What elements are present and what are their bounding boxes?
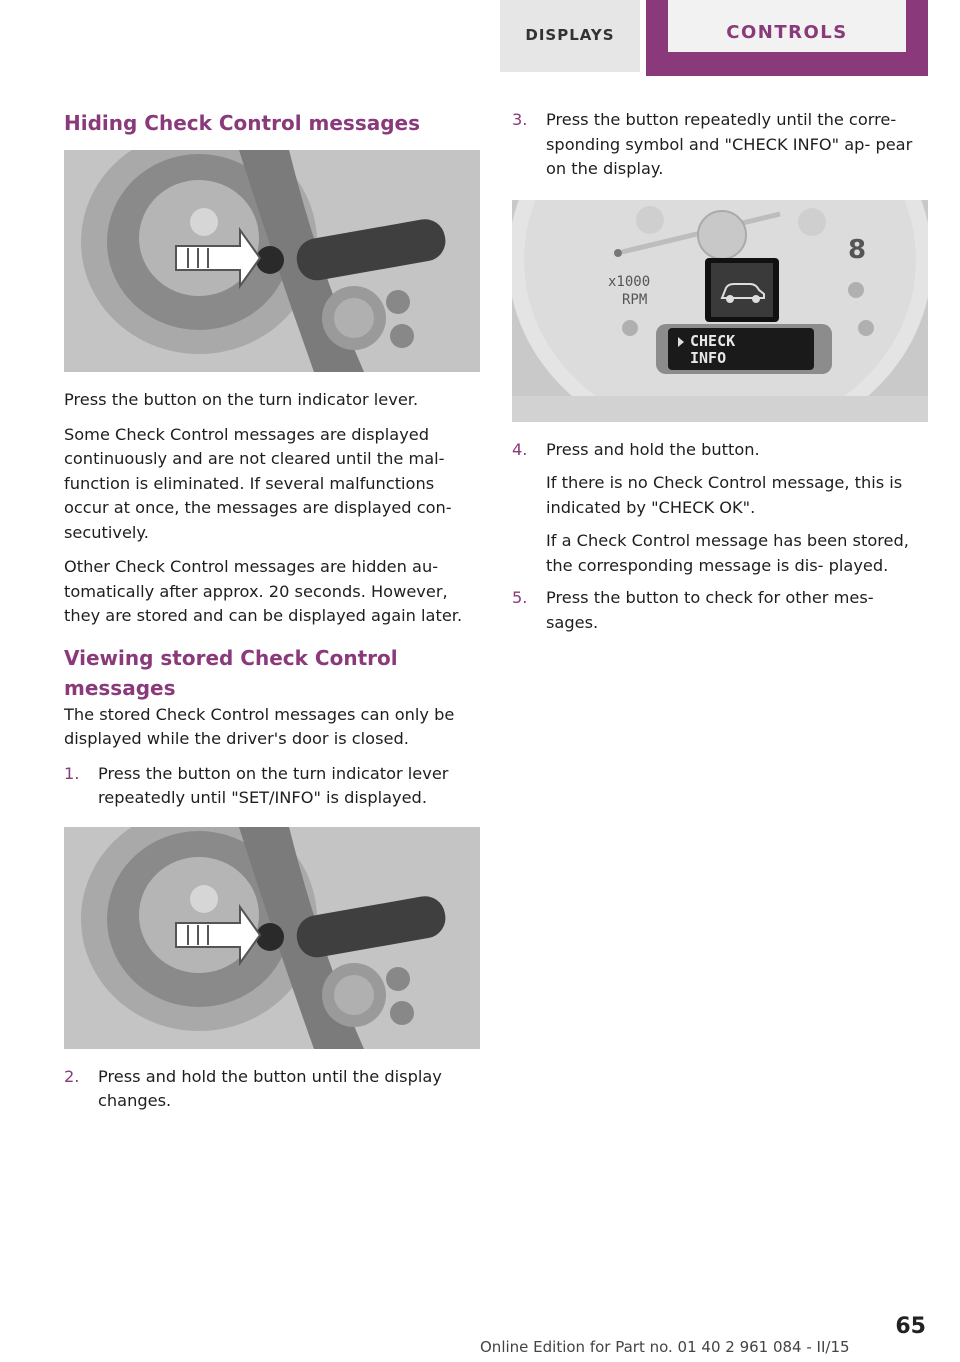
gauge-rpm-label: x1000 (608, 273, 651, 290)
paragraph-stored-messages: The stored Check Control messages can only be displayed while the driver's door is closed. (64, 704, 455, 748)
step-text: Press and hold the button until the display changes. (98, 1066, 442, 1110)
right-column (512, 108, 928, 635)
step-subtext-check-ok: If there is no Check Control message, this is indicated by "CHECK OK". (546, 473, 903, 517)
step-1 (64, 762, 480, 811)
gauge-rpm-unit: RPM (622, 291, 648, 308)
page-number: 65 (895, 1314, 926, 1339)
paragraph-hidden-messages: Other Check Control messages are hidden au‐ tomatically after approx. 20 seconds. However, they are stored and can be displayed again later. (64, 557, 463, 625)
heading-viewing-stored: Viewing stored Check Control messages (64, 645, 398, 700)
step-subtext-stored: If a Check Control message has been stored, the corresponding message is dis‐ played. (546, 531, 909, 575)
lever-illustration (64, 150, 480, 372)
paragraph-press-button: Press the button on the turn indicator lever. (64, 390, 419, 409)
step-text: Press and hold the button. (546, 439, 760, 459)
step-number: 5. (512, 588, 528, 607)
step-5 (512, 586, 928, 635)
turn-indicator-lever-figure-1 (64, 150, 480, 372)
step-text: Press the button to check for other mes‐ sages. (546, 588, 874, 632)
section-tab-label: DISPLAYS (525, 26, 615, 44)
step-text: Press the button on the turn indicator lever repeatedly until "SET/INFO" is displayed. (98, 763, 449, 807)
step-4 (512, 438, 928, 579)
tachometer-figure (512, 200, 928, 422)
step-number: 4. (512, 439, 528, 459)
step-number: 2. (64, 1066, 80, 1086)
paragraph-continuous-messages: Some Check Control messages are displayed continuously and are not cleared until the mal‐ function is eliminated. If several malfunctions occur at once, the messages are displayed con‐ secutively. (64, 424, 452, 542)
gauge-display-line2: INFO (690, 348, 727, 367)
step-3 (512, 108, 928, 182)
section-tab (500, 0, 640, 72)
step-number: 3. (512, 110, 528, 129)
chapter-tab (646, 0, 928, 76)
step-2 (64, 1065, 480, 1114)
step-number: 1. (64, 763, 80, 783)
gauge-display-line1: CHECK (690, 331, 736, 350)
gauge-scale-mark: 8 (848, 234, 867, 265)
left-column (64, 108, 480, 1114)
footer-edition: Online Edition for Part no. 01 40 2 961 084 - II/15 (480, 1338, 850, 1356)
chapter-tab-label: CONTROLS (726, 22, 848, 43)
heading-hiding-messages: Hiding Check Control messages (64, 111, 421, 135)
lever-illustration (64, 827, 480, 1049)
step-text: Press the button repeatedly until the corre‐ sponding symbol and "CHECK INFO" ap‐ pear on the display. (546, 110, 913, 178)
turn-indicator-lever-figure-2 (64, 827, 480, 1049)
tachometer-illustration (512, 200, 928, 422)
